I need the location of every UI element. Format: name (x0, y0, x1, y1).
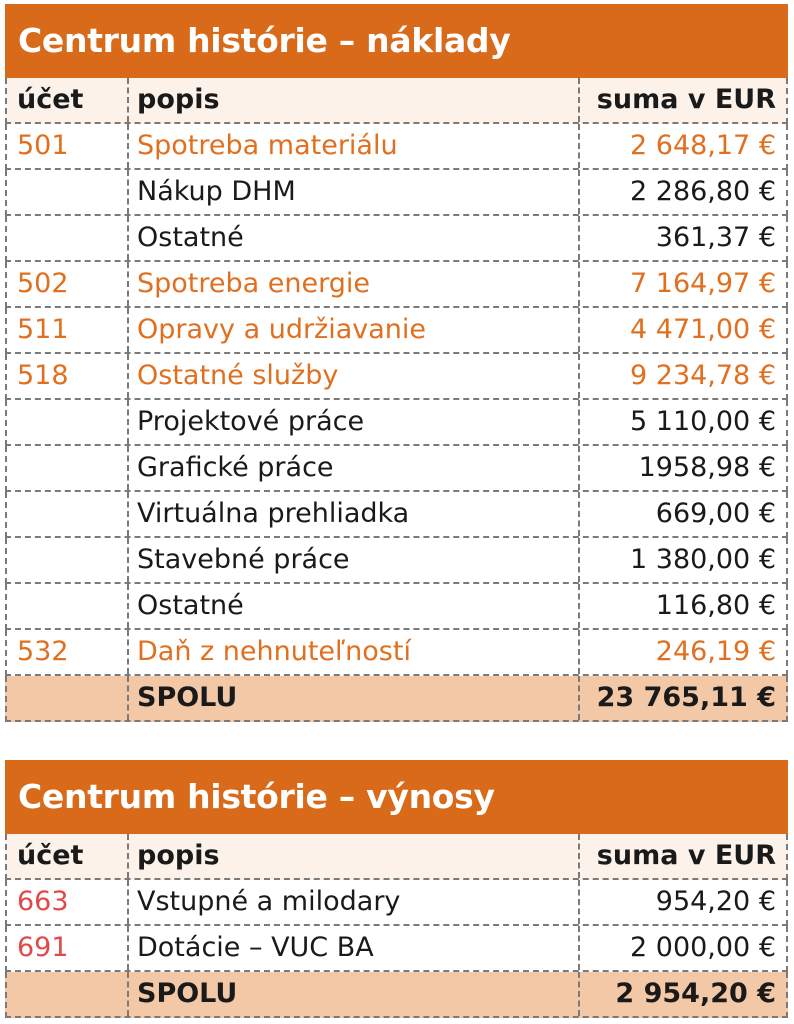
header-amount: suma v EUR (578, 834, 790, 878)
row-account (17, 170, 115, 214)
total-account (17, 972, 115, 1016)
row-amount: 669,00 € (578, 492, 790, 536)
header-description-text: popis (137, 840, 220, 871)
row-account: 502 (17, 268, 69, 299)
total-amount: 23 765,11 € (578, 676, 790, 720)
row-account (17, 538, 115, 582)
table-row (5, 124, 788, 170)
total-account (17, 676, 115, 720)
table-row (5, 492, 788, 538)
table-row (5, 880, 788, 926)
revenues-title: Centrum histórie – výnosy (5, 760, 788, 834)
row-amount: 2 286,80 € (578, 170, 790, 214)
row-description (127, 584, 574, 628)
row-description (127, 124, 574, 168)
row-account (17, 584, 115, 628)
header-amount: suma v EUR (578, 78, 790, 122)
revenues-total-row (5, 972, 788, 1018)
table-row (5, 400, 788, 446)
row-description-text: Spotreba energie (137, 268, 370, 299)
row-account: 501 (17, 130, 69, 161)
row-amount: 2 000,00 € (578, 926, 790, 970)
row-description (127, 446, 574, 490)
row-description-text: Spotreba materiálu (137, 130, 398, 161)
expenses-header-row (5, 78, 788, 124)
row-description (127, 354, 574, 398)
row-description (127, 880, 574, 924)
total-label (127, 676, 574, 720)
row-description-text: Daň z nehnuteľností (137, 636, 411, 667)
row-account: 518 (17, 360, 69, 391)
table-row (5, 584, 788, 630)
row-description (127, 492, 574, 536)
row-description (127, 926, 574, 970)
table-row (5, 446, 788, 492)
total-label-text: SPOLU (137, 978, 238, 1009)
row-description-text: Projektové práce (137, 406, 365, 437)
row-description (127, 538, 574, 582)
row-amount: 1 380,00 € (578, 538, 790, 582)
row-description-text: Ostatné (137, 222, 244, 253)
row-description (127, 170, 574, 214)
row-description (127, 308, 574, 352)
expenses-total-row (5, 676, 788, 722)
row-description-text: Vstupné a milodary (137, 886, 401, 917)
row-amount: 1958,98 € (578, 446, 790, 490)
table-row (5, 216, 788, 262)
table-row (5, 308, 788, 354)
row-amount: 116,80 € (578, 584, 790, 628)
table-row (5, 630, 788, 676)
row-description-text: Stavebné práce (137, 544, 350, 575)
row-amount: 361,37 € (578, 216, 790, 260)
row-description-text: Virtuálna prehliadka (137, 498, 410, 529)
row-description (127, 630, 574, 674)
table-row (5, 926, 788, 972)
row-amount: 9 234,78 € (578, 354, 790, 398)
row-account (17, 492, 115, 536)
row-description-text: Grafické práce (137, 452, 334, 483)
header-account: účet (17, 840, 84, 871)
row-amount: 2 648,17 € (578, 124, 790, 168)
row-description (127, 262, 574, 306)
total-label-text: SPOLU (137, 682, 238, 713)
header-account: účet (17, 84, 84, 115)
row-description (127, 400, 574, 444)
row-description-text: Ostatné (137, 590, 244, 621)
row-amount: 5 110,00 € (578, 400, 790, 444)
revenues-rows (5, 880, 788, 972)
row-description (127, 216, 574, 260)
row-amount: 954,20 € (578, 880, 790, 924)
header-description (127, 834, 574, 878)
total-label (127, 972, 574, 1016)
row-account: 663 (17, 886, 69, 917)
revenues-table (5, 760, 788, 1018)
row-account (17, 216, 115, 260)
row-account: 511 (17, 314, 69, 345)
row-amount: 4 471,00 € (578, 308, 790, 352)
header-description (127, 78, 574, 122)
row-description-text: Dotácie – VUC BA (137, 932, 374, 963)
expenses-table (5, 4, 788, 722)
row-account (17, 400, 115, 444)
header-description-text: popis (137, 84, 220, 115)
row-description-text: Ostatné služby (137, 360, 339, 391)
expenses-title: Centrum histórie – náklady (5, 4, 788, 78)
row-account (17, 446, 115, 490)
total-amount: 2 954,20 € (578, 972, 790, 1016)
table-row (5, 538, 788, 584)
expenses-rows (5, 124, 788, 676)
row-account: 691 (17, 932, 69, 963)
table-row (5, 262, 788, 308)
table-row (5, 354, 788, 400)
row-amount: 246,19 € (578, 630, 790, 674)
table-row (5, 170, 788, 216)
row-account: 532 (17, 636, 69, 667)
row-description-text: Nákup DHM (137, 176, 296, 207)
row-amount: 7 164,97 € (578, 262, 790, 306)
revenues-header-row (5, 834, 788, 880)
row-description-text: Opravy a udržiavanie (137, 314, 427, 345)
